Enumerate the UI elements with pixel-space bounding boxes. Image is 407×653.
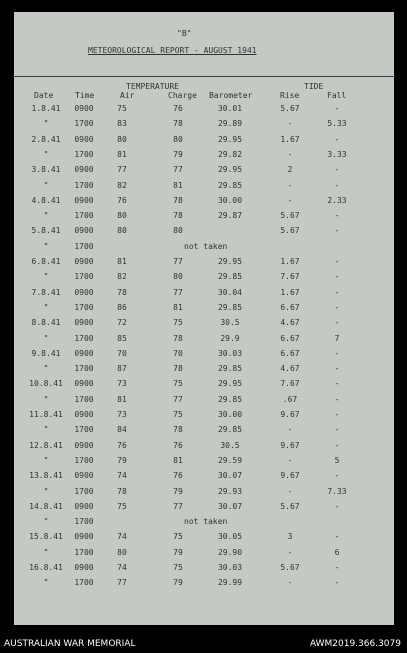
cell-date: 14.8.41	[29, 501, 63, 511]
table-row	[14, 288, 394, 302]
cell-date: 4.8.41	[31, 195, 61, 205]
cell-rise: 4.67	[280, 318, 300, 328]
cell-fall: -	[334, 348, 340, 358]
cell-time: 0900	[74, 348, 94, 358]
cell-barometer: 30.07	[217, 501, 243, 511]
cell-barometer: 29.90	[217, 547, 243, 557]
cell-time: 1700	[74, 425, 94, 435]
cell-charge: 75	[173, 532, 183, 542]
cell-charge: 78	[173, 211, 183, 221]
table-row	[14, 181, 394, 195]
cell-charge: 76	[173, 471, 183, 481]
cell-barometer: 29.95	[217, 134, 243, 144]
cell-charge: 77	[173, 165, 183, 175]
cell-charge: 78	[173, 195, 183, 205]
cell-time: 1700	[74, 149, 94, 159]
column-header-fall: Fall	[327, 91, 347, 100]
table-row	[14, 517, 394, 531]
table-row	[14, 226, 394, 240]
cell-air: 77	[117, 578, 127, 588]
cell-fall: 3.33	[327, 149, 347, 159]
cell-air: 80	[117, 211, 127, 221]
table-row	[14, 349, 394, 363]
cell-date: 16.8.41	[29, 563, 63, 572]
cell-time: 0900	[74, 104, 94, 113]
cell-barometer: 29.85	[217, 272, 243, 282]
cell-air: 75	[117, 501, 127, 511]
cell-charge: 81	[173, 455, 183, 465]
cell-rise: 1.67	[280, 257, 300, 266]
cell-rise: 9.67	[280, 471, 300, 481]
cell-air: 80	[117, 547, 127, 557]
cell-fall: 7.33	[327, 486, 347, 496]
cell-air: 78	[117, 486, 127, 496]
cell-rise: -	[287, 578, 293, 588]
cell-charge: 78	[173, 425, 183, 435]
table-row	[14, 487, 394, 501]
cell-air: 77	[117, 165, 127, 175]
cell-charge: 75	[173, 379, 183, 389]
cell-barometer: 29.59	[217, 455, 243, 465]
cell-rise: 7.67	[280, 379, 300, 389]
table-row	[14, 257, 394, 271]
cell-air: 73	[117, 410, 127, 419]
cell-fall: 2.33	[327, 195, 347, 205]
cell-charge: 78	[173, 333, 183, 343]
cell-charge: 77	[173, 501, 183, 511]
cell-charge: 75	[173, 318, 183, 328]
cell-barometer: 29.93	[217, 486, 243, 496]
cell-date: "	[43, 333, 49, 343]
cell-rise: -	[287, 180, 293, 190]
cell-date: "	[43, 547, 49, 557]
column-header-charge: Charge	[168, 91, 197, 100]
cell-time: 1700	[74, 578, 94, 588]
cell-charge: 79	[173, 149, 183, 159]
cell-rise: -	[287, 195, 293, 205]
cell-air: 73	[117, 379, 127, 389]
column-header-barometer: Barometer	[209, 91, 253, 100]
table-row	[14, 196, 394, 210]
footer-reference: AWM2019.366.3079	[309, 639, 401, 649]
cell-charge: 79	[173, 547, 183, 557]
cell-fall: -	[334, 394, 340, 404]
cell-barometer: 30.03	[217, 348, 243, 358]
cell-fall: -	[334, 165, 340, 175]
document-label: "B"	[177, 29, 192, 38]
cell-air: 81	[117, 149, 127, 159]
cell-charge: 81	[173, 180, 183, 190]
cell-fall: -	[334, 318, 340, 328]
cell-rise: 5.67	[280, 563, 300, 572]
cell-time: 1700	[74, 455, 94, 465]
cell-fall: -	[334, 440, 340, 450]
cell-rise: 5.67	[280, 226, 300, 236]
cell-fall: -	[334, 226, 340, 236]
cell-time: 1700	[74, 394, 94, 404]
table-row	[14, 532, 394, 546]
cell-time: 0900	[74, 379, 94, 389]
cell-time: 1700	[74, 333, 94, 343]
cell-date: "	[43, 149, 49, 159]
cell-charge: 79	[173, 578, 183, 588]
cell-rise: 3	[287, 532, 293, 542]
cell-charge: 75	[173, 410, 183, 419]
cell-time: 0900	[74, 440, 94, 450]
cell-date: "	[43, 180, 49, 190]
cell-air: 79	[117, 455, 127, 465]
cell-rise: 5.67	[280, 211, 300, 221]
cell-charge: 78	[173, 364, 183, 374]
table-row	[14, 303, 394, 317]
cell-date: 1.8.41	[31, 104, 61, 113]
cell-charge: 75	[173, 563, 183, 572]
cell-air: 81	[117, 394, 127, 404]
cell-rise: -	[287, 119, 293, 129]
cell-fall: -	[334, 578, 340, 588]
cell-time: 1700	[74, 180, 94, 190]
cell-charge: 78	[173, 119, 183, 129]
tide-group-header: TIDE	[304, 82, 324, 91]
cell-date: 10.8.41	[29, 379, 63, 389]
cell-date: "	[43, 517, 49, 527]
cell-barometer: 30.00	[217, 195, 243, 205]
cell-fall: -	[334, 287, 340, 297]
cell-fall: -	[334, 364, 340, 374]
cell-air: 87	[117, 364, 127, 374]
cell-rise: 2	[287, 165, 293, 175]
cell-charge: 77	[173, 287, 183, 297]
table-row	[14, 441, 394, 455]
cell-date: 12.8.41	[29, 440, 63, 450]
cell-rise: -	[287, 486, 293, 496]
cell-charge: 79	[173, 486, 183, 496]
cell-fall: -	[334, 180, 340, 190]
cell-time: 1700	[74, 302, 94, 312]
cell-charge: 77	[173, 394, 183, 404]
cell-charge: 80	[173, 134, 183, 144]
column-header-date: Date	[34, 91, 54, 100]
table-row	[14, 548, 394, 562]
footer-bar	[0, 637, 407, 653]
cell-time: 0900	[74, 318, 94, 328]
cell-rise: 9.67	[280, 410, 300, 419]
cell-date: "	[43, 486, 49, 496]
table-row	[14, 119, 394, 133]
cell-charge: 76	[173, 440, 183, 450]
cell-barometer: 29.89	[217, 119, 243, 129]
cell-date: "	[43, 241, 49, 251]
cell-fall: -	[334, 211, 340, 221]
cell-air: 74	[117, 471, 127, 481]
cell-barometer: 30.04	[217, 287, 243, 297]
cell-rise: 6.67	[280, 302, 300, 312]
table-row	[14, 578, 394, 592]
table-row	[14, 242, 394, 256]
cell-date: "	[43, 578, 49, 588]
table-row	[14, 456, 394, 470]
cell-rise: -	[287, 547, 293, 557]
cell-air: 74	[117, 532, 127, 542]
cell-barometer: 29.85	[217, 425, 243, 435]
cell-fall: -	[334, 563, 340, 572]
cell-air: 74	[117, 563, 127, 572]
cell-time: 0900	[74, 195, 94, 205]
cell-time: 0900	[74, 165, 94, 175]
cell-air: 76	[117, 195, 127, 205]
cell-rise: 5.67	[280, 501, 300, 511]
header-rule	[14, 76, 394, 77]
cell-charge: 70	[173, 348, 183, 358]
cell-fall: 5	[334, 455, 340, 465]
table-row	[14, 150, 394, 164]
cell-rise: 6.67	[280, 333, 300, 343]
cell-time: 0900	[74, 226, 94, 236]
cell-barometer: 29.85	[217, 180, 243, 190]
cell-air: 83	[117, 119, 127, 129]
cell-fall: -	[334, 379, 340, 389]
cell-air: 82	[117, 272, 127, 282]
table-row	[14, 395, 394, 409]
cell-rise: -	[287, 425, 293, 435]
cell-barometer: 29.85	[217, 364, 243, 374]
cell-barometer: 29.85	[217, 394, 243, 404]
cell-date: "	[43, 364, 49, 374]
cell-date: 7.8.41	[31, 287, 61, 297]
cell-air: 82	[117, 180, 127, 190]
cell-time: 0900	[74, 287, 94, 297]
table-row	[14, 563, 394, 577]
cell-time: 0900	[74, 134, 94, 144]
cell-note: not taken	[184, 517, 228, 527]
cell-air: 84	[117, 425, 127, 435]
cell-barometer: 29.95	[217, 257, 243, 266]
cell-air: 76	[117, 440, 127, 450]
cell-time: 1700	[74, 517, 94, 527]
cell-fall: -	[334, 425, 340, 435]
cell-rise: 1.67	[280, 287, 300, 297]
cell-date: "	[43, 394, 49, 404]
cell-charge: 80	[173, 272, 183, 282]
table-row	[14, 104, 394, 118]
cell-time: 0900	[74, 257, 94, 266]
cell-date: 5.8.41	[31, 226, 61, 236]
cell-fall: 5.33	[327, 119, 347, 129]
cell-fall: -	[334, 501, 340, 511]
cell-barometer: 29.95	[217, 379, 243, 389]
cell-date: "	[43, 272, 49, 282]
table-row	[14, 318, 394, 332]
cell-time: 1700	[74, 547, 94, 557]
cell-fall: -	[334, 134, 340, 144]
cell-barometer: 30.01	[217, 104, 243, 113]
cell-date: 6.8.41	[31, 257, 61, 266]
column-header-time: Time	[75, 91, 95, 100]
cell-date: 13.8.41	[29, 471, 63, 481]
table-row	[14, 410, 394, 424]
cell-barometer: 30.03	[217, 563, 243, 572]
table-row	[14, 379, 394, 393]
cell-time: 1700	[74, 272, 94, 282]
cell-time: 0900	[74, 501, 94, 511]
cell-barometer: 29.99	[217, 578, 243, 588]
cell-charge: 77	[173, 257, 183, 266]
column-header-rise: Rise	[280, 91, 300, 100]
cell-time: 0900	[74, 563, 94, 572]
cell-fall: -	[334, 471, 340, 481]
cell-fall: -	[334, 302, 340, 312]
cell-rise: -	[287, 455, 293, 465]
cell-time: 0900	[74, 471, 94, 481]
cell-air: 70	[117, 348, 127, 358]
column-header-air: Air	[120, 91, 135, 100]
table-row	[14, 425, 394, 439]
cell-fall: -	[334, 410, 340, 419]
footer-source: AUSTRALIAN WAR MEMORIAL	[4, 639, 136, 649]
cell-air: 72	[117, 318, 127, 328]
cell-time: 1700	[74, 119, 94, 129]
cell-rise: 6.67	[280, 348, 300, 358]
cell-barometer: 30.00	[217, 410, 243, 419]
cell-barometer: 29.9	[220, 333, 240, 343]
cell-barometer: 30.07	[217, 471, 243, 481]
cell-time: 0900	[74, 532, 94, 542]
cell-rise: .67	[282, 394, 298, 404]
cell-rise: 1.67	[280, 134, 300, 144]
cell-charge: 76	[173, 104, 183, 113]
table-row	[14, 471, 394, 485]
cell-barometer: 30.5	[220, 318, 240, 328]
cell-rise: 7.67	[280, 272, 300, 282]
cell-date: 11.8.41	[29, 410, 63, 419]
table-row	[14, 211, 394, 225]
cell-barometer: 30.5	[220, 440, 240, 450]
cell-fall: -	[334, 257, 340, 266]
cell-time: 1700	[74, 364, 94, 374]
cell-air: 80	[117, 134, 127, 144]
cell-charge: 81	[173, 302, 183, 312]
cell-rise: 4.67	[280, 364, 300, 374]
table-row	[14, 502, 394, 516]
table-row	[14, 165, 394, 179]
cell-date: "	[43, 302, 49, 312]
cell-barometer: 30.05	[217, 532, 243, 542]
table-row	[14, 272, 394, 286]
document-page	[14, 12, 394, 625]
cell-time: 1700	[74, 486, 94, 496]
cell-fall: 6	[334, 547, 340, 557]
cell-date: 2.8.41	[31, 134, 61, 144]
cell-note: not taken	[184, 241, 228, 251]
cell-air: 86	[117, 302, 127, 312]
cell-date: 8.8.41	[31, 318, 61, 328]
cell-time: 1700	[74, 211, 94, 221]
cell-time: 1700	[74, 241, 94, 251]
table-row	[14, 334, 394, 348]
cell-date: "	[43, 425, 49, 435]
cell-fall: -	[334, 532, 340, 542]
cell-fall: 7	[334, 333, 340, 343]
cell-air: 75	[117, 104, 127, 113]
cell-date: 3.8.41	[31, 165, 61, 175]
temperature-group-header: TEMPERATURE	[126, 82, 179, 91]
cell-date: 9.8.41	[31, 348, 61, 358]
cell-time: 0900	[74, 410, 94, 419]
cell-date: 15.8.41	[29, 532, 63, 542]
cell-air: 81	[117, 257, 127, 266]
document-title: METEOROLOGICAL REPORT - AUGUST 1941	[88, 46, 257, 55]
cell-date: "	[43, 119, 49, 129]
table-row	[14, 135, 394, 149]
cell-air: 80	[117, 226, 127, 236]
cell-date: "	[43, 211, 49, 221]
cell-charge: 80	[173, 226, 183, 236]
cell-fall: -	[334, 272, 340, 282]
cell-barometer: 29.87	[217, 211, 243, 221]
cell-barometer: 29.82	[217, 149, 243, 159]
cell-date: "	[43, 455, 49, 465]
cell-rise: 9.67	[280, 440, 300, 450]
cell-rise: 5.67	[280, 104, 300, 113]
cell-fall: -	[334, 104, 340, 113]
cell-barometer: 29.95	[217, 165, 243, 175]
table-row	[14, 364, 394, 378]
cell-air: 78	[117, 287, 127, 297]
cell-barometer: 29.85	[217, 302, 243, 312]
cell-rise: -	[287, 149, 293, 159]
cell-air: 85	[117, 333, 127, 343]
